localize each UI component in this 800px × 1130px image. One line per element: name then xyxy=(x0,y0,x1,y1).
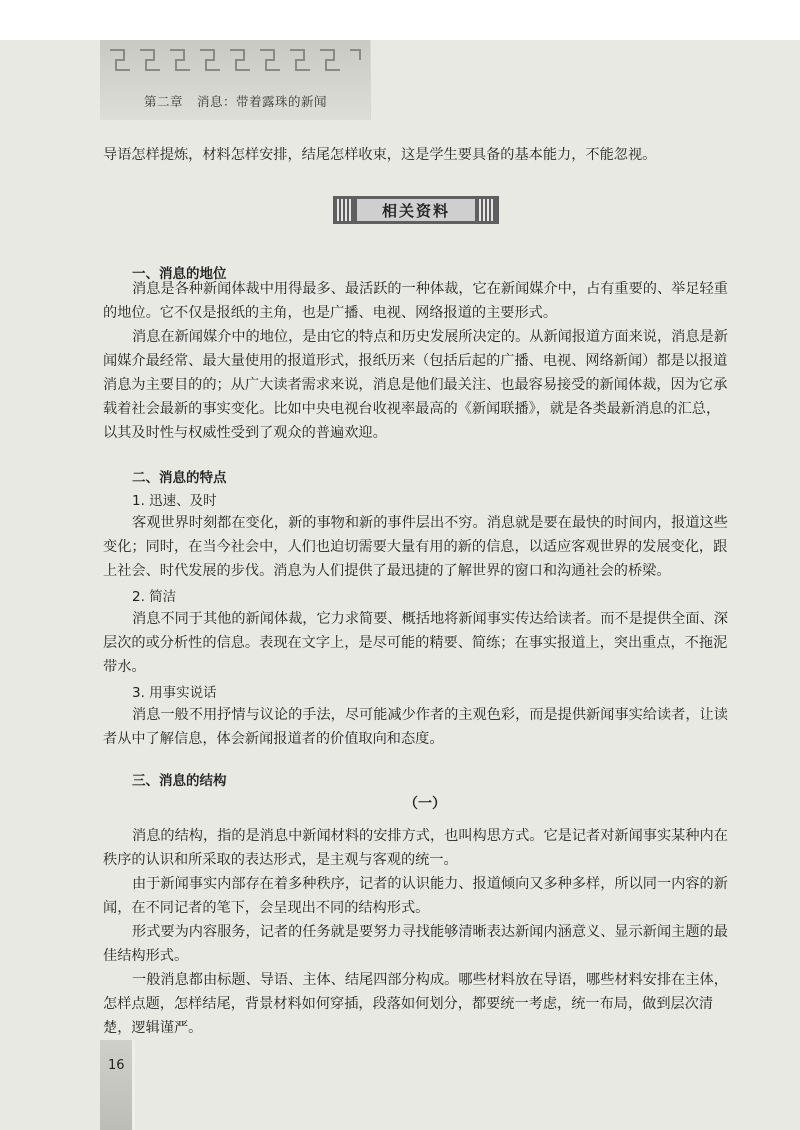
header-pattern xyxy=(104,44,366,84)
banner-stripes-left xyxy=(337,199,353,221)
page-number-bar xyxy=(100,1040,132,1130)
section-heading-3: 三、消息的结构 xyxy=(132,773,227,789)
paragraph: 消息不同于其他的新闻体裁，它力求简要、概括地将新闻事实传达给读者。而不是提供全面、深层次的或分析性的信息。表现在文字上，是尽可能的精要、简练；在事实报道上，突出重点，不拖泥带水。 xyxy=(103,611,728,675)
section-banner-title: 相关资料 xyxy=(357,199,475,221)
paragraph: 消息是各种新闻体裁中用得最多、最活跃的一种体裁，它在新闻媒介中，占有重要的、举足轻重的地位。它不仅是报纸的主角，也是广播、电视、网络报道的主要形式。 xyxy=(103,281,728,321)
intro-line: 导语怎样提炼，材料怎样安排，结尾怎样收束，这是学生要具备的基本能力，不能忽视。 xyxy=(103,147,657,163)
subheading: 2. 简洁 xyxy=(132,589,177,605)
chapter-header xyxy=(144,92,327,110)
part-marker: （一） xyxy=(404,796,446,812)
chapter-title: 消息：带着露珠的新闻 xyxy=(197,94,328,109)
section-banner xyxy=(333,196,499,224)
section-heading-1: 一、消息的地位 xyxy=(132,266,227,282)
paragraph: 由于新闻事实内部存在着多种秩序，记者的认识能力、报道倾向又多种多样，所以同一内容的新闻，在不同记者的笔下，会呈现出不同的结构形式。 xyxy=(103,876,728,916)
banner-stripes-right xyxy=(479,199,495,221)
section-heading-2: 二、消息的特点 xyxy=(132,470,227,486)
paragraph: 消息在新闻媒介中的地位，是由它的特点和历史发展所决定的。从新闻报道方面来说，消息是新闻媒介最经常、最大量使用的报道形式，报纸历来（包括后起的广播、电视、网络新闻）都是以报道消息为主要目的的；从广大读者需求来说，消息是他们最关注、也最容易接受的新闻体裁，因为它承载着社会最新的事实变化。比如中央电视台收视率最高的《新闻联播》，就是各类最新消息的汇总，以其及时性与权威性受到了观众的普遍欢迎。 xyxy=(103,329,728,441)
paragraph: 消息的结构，指的是消息中新闻材料的安排方式，也叫构思方式。它是记者对新闻事实某种内在秩序的认识和所采取的表达形式，是主观与客观的统一。 xyxy=(103,828,728,868)
paragraph: 一般消息都由标题、导语、主体、结尾四部分构成。哪些材料放在导语，哪些材料安排在主体，怎样点题，怎样结尾，背景材料如何穿插，段落如何划分，都要统一考虑，统一布局，做到层次清楚，逻辑谨严。 xyxy=(103,972,728,1036)
paragraph: 形式要为内容服务，记者的任务就是要努力寻找能够清晰表达新闻内涵意义、显示新闻主题的最佳结构形式。 xyxy=(103,924,728,964)
paragraph: 客观世界时刻都在变化，新的事物和新的事件层出不穷。消息就是要在最快的时间内，报道这些变化；同时，在当今社会中，人们也迫切需要大量有用的新的信息，以适应客观世界的发展变化，跟上社会、时代发展的步伐。消息为人们提供了最迅捷的了解世界的窗口和沟通社会的桥梁。 xyxy=(103,515,728,579)
subheading: 1. 迅速、及时 xyxy=(132,493,217,509)
paragraph: 消息一般不用抒情与议论的手法，尽可能减少作者的主观色彩，而是提供新闻事实给读者，让读者从中了解信息，体会新闻报道者的价值取向和态度。 xyxy=(103,707,728,747)
page-number: 16 xyxy=(108,1058,125,1073)
chapter-number: 第二章 xyxy=(144,94,184,109)
subheading: 3. 用事实说话 xyxy=(132,685,217,701)
